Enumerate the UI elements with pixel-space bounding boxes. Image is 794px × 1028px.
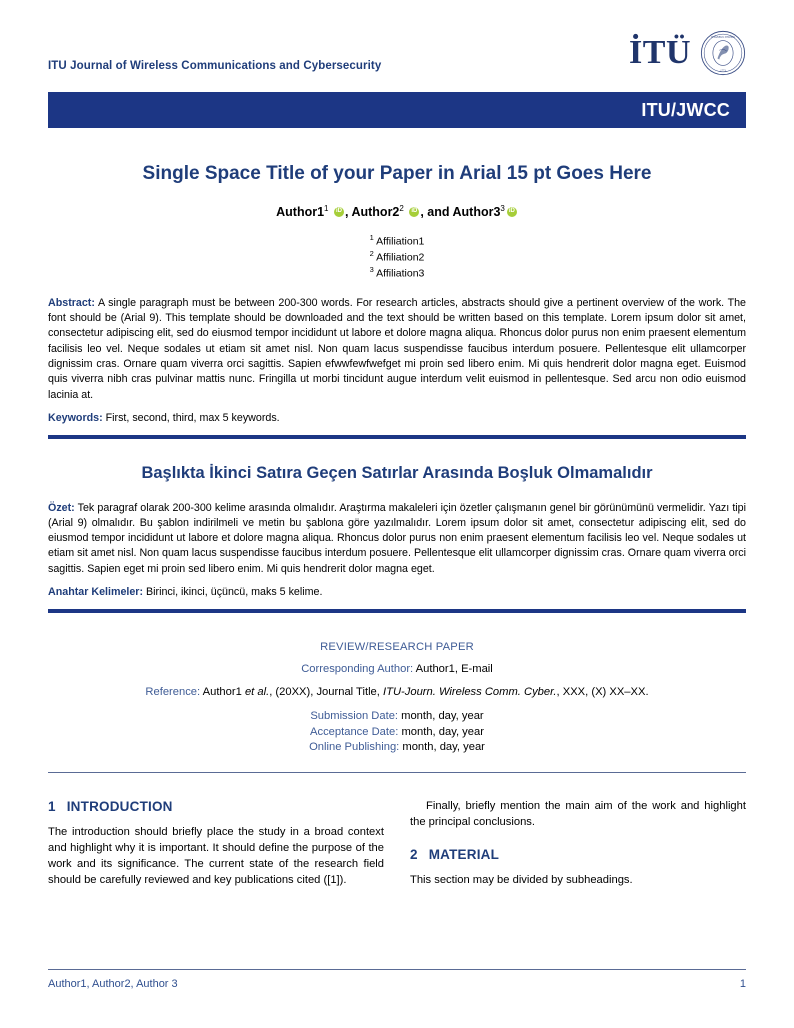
svg-text:1773: 1773 [720,69,726,73]
online-publishing-label: Online Publishing: [309,740,400,753]
orcid-icon[interactable] [334,207,344,217]
intro-paragraph: The introduction should briefly place the study in a broad context and highlight why it is important. It should define the purpose of the work and its significance. The current state of the research field should be carefully reviewed and key publications cited ([1]). [48,826,384,887]
footer-row [48,978,746,990]
affiliation-item [48,233,746,249]
keywords-text: First, second, third, max 5 keywords. [105,411,280,424]
submission-date-label: Submission Date: [310,710,399,723]
itu-wordmark: İTÜ [629,34,691,71]
date-row-submission [48,709,746,724]
affiliation-marker: 2 [369,248,374,258]
intro-continuation-paragraph: Finally, briefly mention the main aim of the work and highlight the principal conclusions. [410,800,746,829]
section-title: INTRODUCTION [66,799,173,815]
body-column-left [48,799,384,889]
orcid-icon[interactable] [507,207,517,217]
body-column-right [410,799,746,889]
abstract-label: Abstract: [48,296,95,309]
paper-type-label: REVIEW/RESEARCH PAPER [320,641,474,654]
publication-meta [48,641,746,755]
affiliation-marker: 3 [369,264,374,274]
itu-seal-icon [700,30,746,76]
author-list: $Author1^1$ iD , $Author2^2$ iD , and $Author3^3iD$ [48,204,746,219]
keywords-block [48,412,746,424]
section-number: 1 [48,799,56,815]
page-title: Single Space Title of your Paper in Arial 15 pt Goes Here [142,163,652,184]
reference-row [48,686,746,698]
orcid-icon[interactable] [409,207,419,217]
svg-text:ISTANBUL TEKNIK: ISTANBUL TEKNIK [710,35,736,39]
affiliation-name: Affiliation3 [376,267,425,280]
page-footer [48,969,746,990]
meta-divider [48,772,746,773]
turkish-abstract-label: Özet: [48,501,75,514]
acceptance-date-label: Acceptance Date: [310,725,399,738]
affiliation-name: Affiliation1 [376,235,425,248]
journal-banner [48,92,746,128]
reference-post: , XXX, (X) XX–XX. [556,686,649,699]
body-columns [48,799,746,889]
reference-etal: et al. [244,686,270,699]
footer-divider [48,969,746,970]
abstract-text: A single paragraph must be between 200-300 words. For research articles, abstracts should give a pertinent overview of the work. The font should be (Arial 9). This template should be downloaded and the text should be written based on this template. Lorem ipsum dolor sit amet, consectetur adipiscing elit, sed do eiusmod tempor incididunt ut labore et dolore magna aliqua. Rhoncus dolor purus non enim praesent elementum facilisis leo vel. Neque sodales ut etiam sit amet nisl. Non quam lacus suspendisse faucibus interdum posuere. Pellentesque elit ullamcorper dignissim cras. Ornare quam viverra orci sagittis. Sapien efwwfewfwefget mi proin sed libero enim. Mi quis hendrerit dolor magna eget. Euismod quis viverra nibh cras pulvinar mattis nunc. Fringilla ut morbi tincidunt augue interdum velit euismod in pellentesque. Sed arcu non odio euismod lacinia at. [48,296,746,401]
masthead [48,0,746,78]
acceptance-date-value: month, day, year [401,725,484,738]
corresponding-author-value: Author1, E-mail [415,663,493,676]
keywords-label: Keywords: [48,411,103,424]
itu-logo [629,30,746,78]
date-row-online [48,740,746,755]
affiliation-marker: 1 [369,232,374,242]
affiliation-item [48,265,746,281]
section-heading-material [410,847,746,862]
affiliation-name: Affiliation2 [376,251,425,264]
section-heading-introduction [48,799,384,814]
reference-journal: ITU-Journ. Wireless Comm. Cyber. [383,686,557,699]
turkish-abstract-block [48,501,746,577]
turkish-abstract-text: Tek paragraf olarak 200-300 kelime arasında olmalıdır. Araştırma makaleleri için özetler çalışmanın genel bir görünümünü vermelidir. Yazı tipi (Arial 9) olmalıdır. Bu şablon indirilmeli ve metin bu şablona göre yazılmalıdır. Lorem ipsum dolor sit amet, consectetur adipiscing elit, sed do eiusmod tempor incididunt ut labore et dolore magna aliqua. Rhoncus dolor purus non enim praesent elementum facilisis leo vel. Neque sodales ut etiam sit amet nisl. Non quam lacus suspendisse faucibus interdum posuere. Pellentesque elit ullamcorper dignissim cras. Ornare quam viverra orci sagittis. Sapien eget mi proin sed libero enim. Mi quis hendrerit dolor magna eget. [48,501,747,575]
section-number: 2 [410,847,418,863]
turkish-keywords-label: Anahtar Kelimeler: [48,586,144,599]
date-row-acceptance [48,725,746,740]
reference-mid: , (20XX), Journal Title, [269,686,383,699]
turkish-keywords-text: Birinci, ikinci, üçüncü, maks 5 kelime. [146,586,323,599]
date-list [48,709,746,755]
footer-authors: Author1, Author2, Author 3 [48,978,178,990]
corresponding-author-label: Corresponding Author: [301,663,414,676]
banner-label: ITU/JWCC [641,99,730,120]
turkish-title: Başlıkta İkinci Satıra Geçen Satırlar Arasında Boşluk Olmamalıdır [141,463,653,482]
footer-page-number: 1 [739,978,746,990]
reference-label: Reference: [145,686,201,699]
section-divider-bottom [48,609,746,613]
section-divider-top [48,435,746,439]
material-paragraph: This section may be divided by subheadings. [410,874,633,887]
journal-name: ITU Journal of Wireless Communications and Cybersecurity [48,60,382,72]
reference-pre: Author1 [202,686,245,699]
affiliation-list [48,233,746,281]
abstract-block [48,296,746,403]
submission-date-value: month, day, year [401,710,484,723]
corresponding-author-row [48,663,746,675]
online-publishing-value: month, day, year [402,740,485,753]
turkish-keywords-block [48,586,746,598]
section-title: MATERIAL [428,847,500,863]
affiliation-item [48,249,746,265]
